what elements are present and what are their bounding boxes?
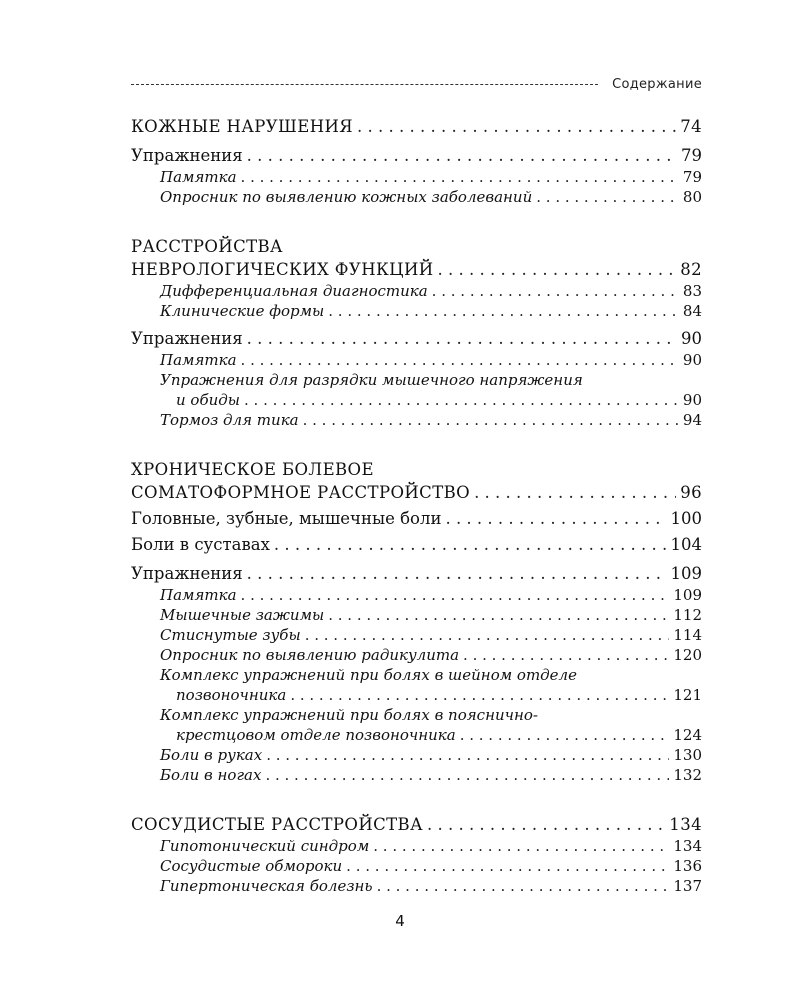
toc-entry-sub[interactable] xyxy=(131,390,702,410)
toc-page-number: 94 xyxy=(682,411,702,429)
toc-entry-chapter[interactable] xyxy=(131,115,702,138)
toc-entry-sub-line: Комплекс упражнений при болях в шейном отделе xyxy=(160,666,577,684)
dot-leader xyxy=(241,167,679,187)
toc-entry-label: Гипертоническая болезнь xyxy=(160,877,373,895)
toc-entry-label: КОЖНЫЕ НАРУШЕНИЯ xyxy=(131,117,354,136)
toc-page-number: 121 xyxy=(673,686,702,704)
toc-entry-label: Сосудистые обмороки xyxy=(160,857,343,875)
toc-entry-sub[interactable] xyxy=(131,625,702,645)
toc-page-number: 124 xyxy=(673,726,702,744)
toc-entry-label: СОСУДИСТЫЕ РАССТРОЙСТВА xyxy=(131,815,423,834)
table-of-contents xyxy=(131,115,702,896)
toc-entry-sub[interactable] xyxy=(131,410,702,430)
dot-leader xyxy=(377,876,670,896)
toc-entry-sub[interactable] xyxy=(131,856,702,876)
toc-page-number: 79 xyxy=(682,168,702,186)
dot-leader xyxy=(290,685,669,705)
dot-leader xyxy=(303,410,679,430)
toc-entry-label: Боли в руках xyxy=(160,746,263,764)
dot-leader xyxy=(474,481,676,504)
toc-entry-sub[interactable] xyxy=(131,585,702,605)
dot-leader xyxy=(463,645,669,665)
toc-page-number: 90 xyxy=(681,329,702,348)
toc-page-number: 109 xyxy=(670,564,702,583)
toc-entry-label: Дифференциальная диагностика xyxy=(160,282,428,300)
toc-entry-sub[interactable] xyxy=(131,281,702,301)
toc-page-number: 114 xyxy=(673,626,702,644)
toc-entry-sub[interactable] xyxy=(131,725,702,745)
toc-page-number: 132 xyxy=(673,766,702,784)
dot-leader xyxy=(241,585,670,605)
dot-leader xyxy=(305,625,670,645)
dot-leader xyxy=(445,507,666,530)
toc-page-number: 80 xyxy=(682,188,702,206)
toc-entry-label: Мышечные зажимы xyxy=(160,606,325,624)
toc-entry-chapter[interactable] xyxy=(131,481,702,504)
toc-entry-label: Упражнения xyxy=(131,146,243,165)
toc-page-number: 100 xyxy=(670,509,702,528)
toc-entry-sub[interactable] xyxy=(131,876,702,896)
toc-entry-label: Опросник по выявлению радикулита xyxy=(160,646,460,664)
toc-entry-sub-line: Упражнения для разрядки мышечного напряжения xyxy=(160,371,583,389)
toc-page-number: 134 xyxy=(669,815,702,834)
dot-leader xyxy=(244,390,679,410)
toc-page-number: 90 xyxy=(682,351,702,369)
toc-page-number: 109 xyxy=(673,586,702,604)
dot-leader xyxy=(357,115,676,138)
dot-leader xyxy=(427,813,665,836)
toc-entry-label: Опросник по выявлению кожных заболеваний xyxy=(160,188,533,206)
toc-entry-label: Боли в суставах xyxy=(131,535,270,554)
toc-entry-label: Памятка xyxy=(160,586,237,604)
toc-entry-label: и обиды xyxy=(176,391,240,409)
toc-page-number: 137 xyxy=(673,877,702,895)
dot-leader xyxy=(247,327,677,350)
dot-leader xyxy=(247,144,677,167)
dot-leader xyxy=(346,856,669,876)
toc-entry-exercises[interactable] xyxy=(131,562,702,585)
dot-leader xyxy=(328,301,679,321)
dot-leader xyxy=(373,836,669,856)
toc-entry-label: Боли в ногах xyxy=(160,766,262,784)
header-dashed-rule xyxy=(131,84,598,85)
toc-entry-sub[interactable] xyxy=(131,605,702,625)
toc-entry-sub[interactable] xyxy=(131,350,702,370)
toc-page-number: 90 xyxy=(682,391,702,409)
toc-entry-exercises[interactable] xyxy=(131,327,702,350)
toc-page-number: 74 xyxy=(680,117,702,136)
toc-page-number: 134 xyxy=(673,837,702,855)
toc-entry-exercises[interactable] xyxy=(131,144,702,167)
toc-entry-sub[interactable] xyxy=(131,765,702,785)
toc-entry-section[interactable] xyxy=(131,533,702,556)
dot-leader xyxy=(328,605,669,625)
toc-entry-label: Стиснутые зубы xyxy=(160,626,301,644)
dot-leader xyxy=(274,533,667,556)
toc-entry-sub-line: Комплекс упражнений при болях в пояснично- xyxy=(160,706,538,724)
toc-entry-chapter[interactable] xyxy=(131,258,702,281)
dot-leader xyxy=(266,745,669,765)
toc-entry-sub[interactable] xyxy=(131,645,702,665)
toc-entry-sub[interactable] xyxy=(131,745,702,765)
toc-entry-label: Головные, зубные, мышечные боли xyxy=(131,509,442,528)
toc-entry-label: Памятка xyxy=(160,351,237,369)
toc-page-number: 104 xyxy=(670,535,702,554)
toc-entry-label: Памятка xyxy=(160,168,237,186)
toc-chapter-title-line: ХРОНИЧЕСКОЕ БОЛЕВОЕ xyxy=(131,460,374,479)
toc-entry-sub[interactable] xyxy=(131,836,702,856)
running-header xyxy=(131,74,702,94)
toc-entry-sub[interactable] xyxy=(131,187,702,207)
toc-entry-label: Упражнения xyxy=(131,329,243,348)
toc-page-number: 83 xyxy=(682,282,702,300)
toc-entry-label: крестцовом отделе позвоночника xyxy=(176,726,456,744)
toc-entry-sub[interactable] xyxy=(131,685,702,705)
dot-leader xyxy=(432,281,679,301)
dot-leader xyxy=(241,350,679,370)
dot-leader xyxy=(460,725,670,745)
dot-leader xyxy=(247,562,667,585)
toc-entry-sub[interactable] xyxy=(131,301,702,321)
toc-entry-label: СОМАТОФОРМНОЕ РАССТРОЙСТВО xyxy=(131,483,471,502)
toc-page-number: 112 xyxy=(673,606,702,624)
toc-chapter-title-line: РАССТРОЙСТВА xyxy=(131,237,283,256)
toc-page-number: 120 xyxy=(673,646,702,664)
toc-page-number: 96 xyxy=(680,483,702,502)
toc-page-number: 82 xyxy=(680,260,702,279)
page-number: 4 xyxy=(395,912,405,930)
toc-entry-chapter[interactable] xyxy=(131,813,702,836)
dot-leader xyxy=(438,258,677,281)
toc-entry-label: Гипотонический синдром xyxy=(160,837,370,855)
toc-page-number: 130 xyxy=(673,746,702,764)
header-title: Содержание xyxy=(612,76,702,92)
toc-page-number: 136 xyxy=(673,857,702,875)
toc-entry-label: Тормоз для тика xyxy=(160,411,299,429)
toc-page-number: 79 xyxy=(681,146,702,165)
dot-leader xyxy=(536,187,679,207)
toc-page-number: 84 xyxy=(682,302,702,320)
toc-entry-section[interactable] xyxy=(131,507,702,530)
toc-entry-sub[interactable] xyxy=(131,167,702,187)
toc-entry-label: позвоночника xyxy=(176,686,287,704)
toc-entry-label: НЕВРОЛОГИЧЕСКИХ ФУНКЦИЙ xyxy=(131,260,434,279)
toc-entry-label: Упражнения xyxy=(131,564,243,583)
toc-entry-label: Клинические формы xyxy=(160,302,325,320)
dot-leader xyxy=(265,765,669,785)
